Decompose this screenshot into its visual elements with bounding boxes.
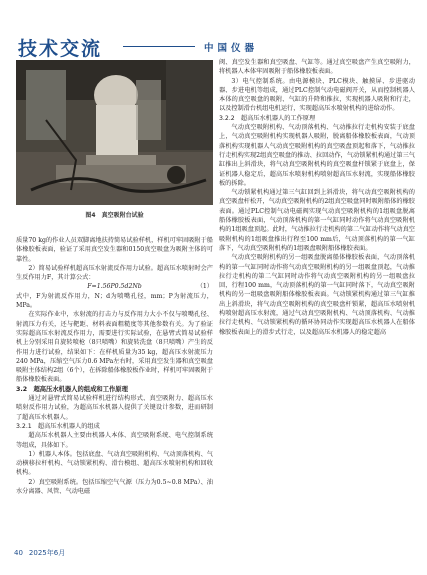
figure-caption: 图4 真空吸附台试验 (85, 212, 144, 219)
paragraph: 气动真空吸附机构的另一组吸盘脱离船体橡胶板表面，气动顶落机构的第一气缸同时动作将气动真空吸附机构的另一组吸盘顶起，气动推拉行走机构的第二气缸同时动作将气动真空吸附机构的另一组吸盘拉回，行程100 mm，气动顶落机构的第一气缸同时落下，气动真空吸附机构的另一组吸盘吸附船体橡胶板表面。气动锁紧机构通过第三气缸推出上斜滑块，将气动真空吸附机构的真空吸盘杆锁紧，超高压水喷射机构喷射超高压水射流，通过气动真空吸附机构、气动顶落机构、气动推拉行走机构、气动锁紧机构的循环协同动作实现超高压水机器人在船体橡胶板表面上的滑步式行走，以及超高压水机器人的稳定超高 (219, 254, 415, 336)
paragraph: 气动锁紧机构通过第三气缸回到上斜滑块，将气动真空吸附机构的真空吸盘杆松开，气动真空吸附机构的2组真空吸盘同时吸附船体的橡胶表面。通过PLC控制气动电磁阀实现气动真空吸附机构的1组吸盘脱离船体橡胶板表面，气动顶落机构的第一气缸同时动作将气动真空吸附机构的1组吸盘顶起。此时，气动推拉行走机构的第二气缸动作将气动真空吸附机构的1组吸盘推出行程至100 mm后，气动顶落机构的第一气缸落下，气动真空吸附机构的1组吸盘吸附船体橡胶表面。 (219, 189, 415, 252)
right-text-column (219, 58, 415, 337)
paragraph: 通过对悬臂式简易试验样机进行结构形式、真空吸附力、超高压水喷射反作用力试验，为超高压水机器人提供了关键设计参数，进而研制了超高压水机器人。 (16, 395, 213, 421)
section-title: 技术交流 (18, 38, 103, 60)
paragraph: 气动真空吸附机构、气动顶落机构、气动推拉行走机构安装于底盘上，气动真空吸附机构实现机器人吸附，脱离船体橡胶板表面，气动顶落机构实现机器人气动真空吸附机构的真空吸盘顶起和落下，气动推拉行走机构实现2组真空吸盘的推动、拉回动作，气动锁紧机构通过第三气缸推出上斜滑块，将气动真空吸附机构的真空吸盘杆锁紧于底盘上，保证机器人稳定后，超高压水喷射机构喷射超高压水射流，实现船体橡胶板的拆除。 (219, 124, 415, 187)
paragraph: 1）机器人本体。包括底盘、气动真空吸附机构、气动顶落机构、气动横移拉杆机构、气动锁紧机构、滑台模组、超高压水喷射机构和回收机构。 (16, 450, 213, 477)
vacuum-adsorption-test-photo (16, 60, 213, 205)
header-divider (123, 46, 195, 47)
paragraph: 2）简易试验样机超高压水射流反作用力试验。超高压水喷射时会产生反作用力F，其计算公式： (16, 264, 213, 282)
paragraph: 式中，F为射流反作用力，N；d为喷嘴孔径，mm；P为射流压力，MPa。 (16, 292, 213, 310)
subsection-heading: 3.2.2 超高压水机器人的工作原理 (219, 114, 316, 122)
section-heading: 3.2 超高压水机器人的组成和工作原理 (16, 385, 128, 393)
journal-name: 中国仪器 (204, 43, 259, 54)
paragraph: 在实际作业中，水射流的打击力与反作用力大小不仅与喷嘴孔径、射流压力有关，还与靶距、材料表面粗糙度等其他参数有关。为了验证实际超高压水射流反作用力，需要进行实际试验，在悬臂式简易试验样机上分别采用自旋转喷枪（8只喷嘴）和旋转洗盘（8只喷嘴）产生的反作用力进行试验，结果如下：在样机质量为35 kg，超高压水射流压力240 MPa，压缩空气压力0.6 MPa左右时，采用真空发生器和真空吸盘吸附主体结构2组（6个），在拆除船体橡胶板作业时，样机可牢固吸附于船体橡胶板表面。 (16, 311, 213, 384)
formula-number: （1） (196, 283, 213, 291)
paragraph: 质量70 kg的作业人员双脚离地扶持简易试验样机，样机可牢固吸附于船体橡胶板表面，验证了采用真空发生器和0150真空吸盘为吸附主体的可靠性。 (16, 237, 213, 263)
reaction-force-formula (16, 282, 213, 291)
paragraph: 2）真空吸附系统。包括压缩空气气源（压力为0.5~0.8 MPa）、油水分离器、风管、气动电磁 (16, 478, 213, 496)
paragraph: 超高压水机器人主要由机器人本体、真空吸附系统、电气控制系统等组成，具体如下。 (16, 432, 213, 449)
issue-date: 2025年6月 (28, 549, 66, 557)
subsection-heading: 3.2.1 超高压水机器人的组成 (16, 422, 100, 430)
paragraph: 3）电气控制系统。由电源模块、PLC模块、触摸屏、步进驱动器、步进电机等组成，通过PLC控制气动电磁阀开关，从而控制机器人本体的真空吸盘的吸附、气缸的升降和推拉，实现机器人吸附和行走，以及控制滑台机组电机运行，实现超高压水喷射机构的进给动作。 (219, 77, 415, 113)
left-text-column (16, 236, 213, 496)
formula-expression: F=1.56P0.5d2Nb (87, 283, 142, 291)
page-number: 40 (14, 549, 23, 557)
page-footer (14, 548, 65, 558)
paragraph: 阀、真空发生器和真空吸盘、气缸等。通过真空吸盘产生真空吸附力，将机器人本体牢固吸附于船体橡胶板表面。 (219, 59, 415, 76)
